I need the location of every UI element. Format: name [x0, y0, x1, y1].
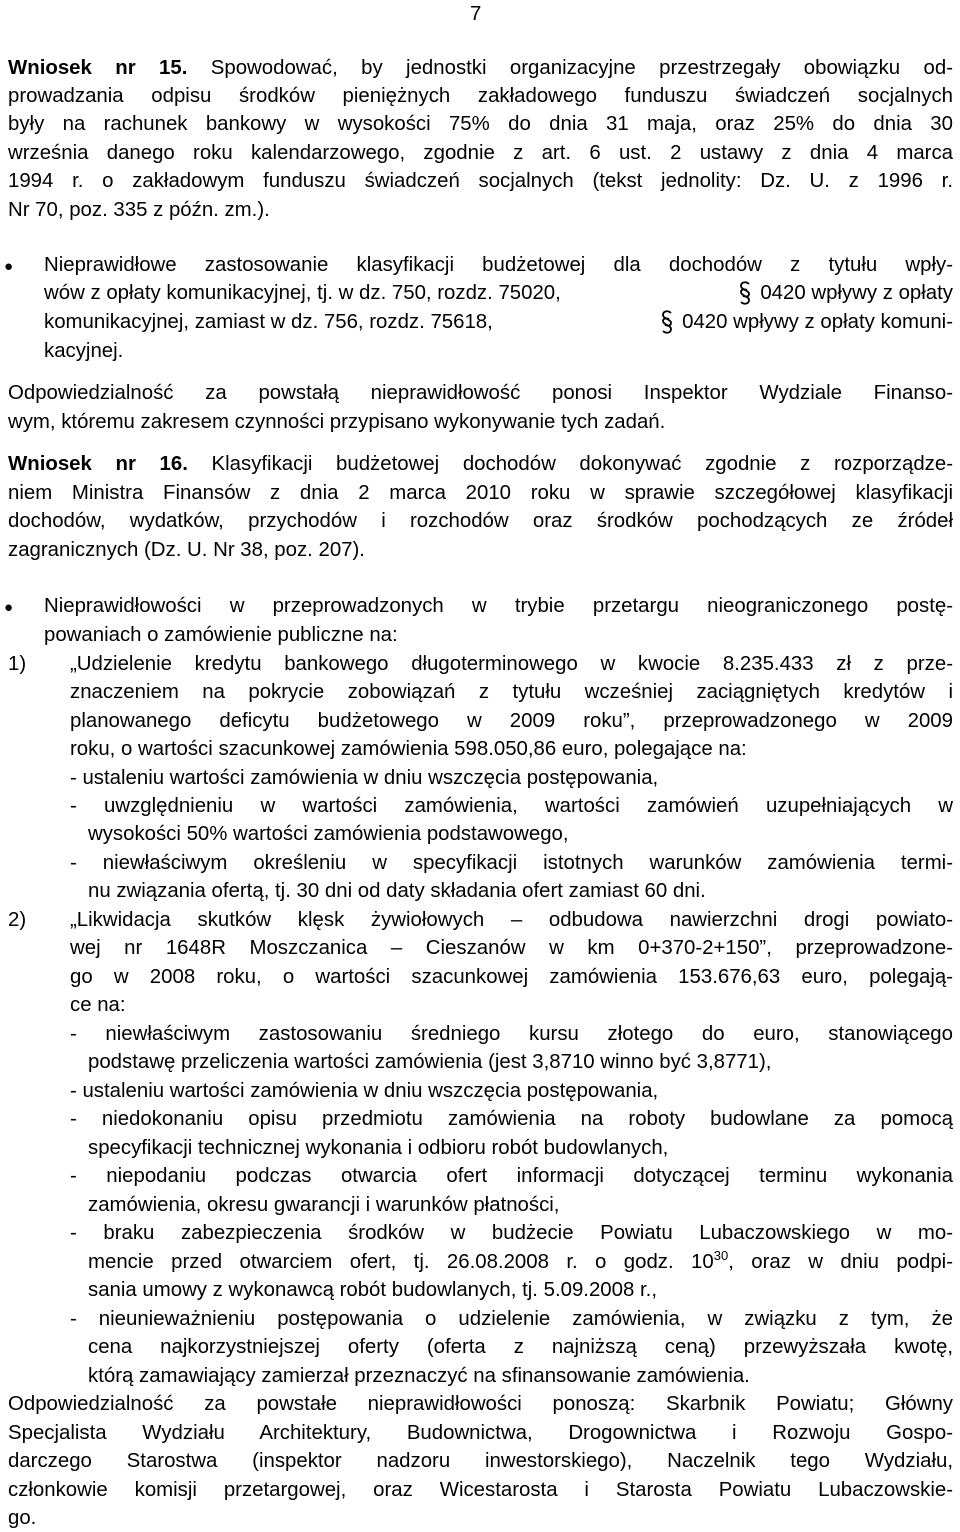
text-line: darczego Starostwa (inspektor nadzoru inwestorskiego), Naczelnik tego Wydziału,: [8, 1450, 953, 1472]
text-line: Odpowiedzialność za powstałą nieprawidłowość ponosi Inspektor Wydziale Finanso-: [8, 382, 953, 404]
text-line: zagranicznych (Dz. U. Nr 38, poz. 207).: [8, 539, 365, 561]
text-line: specyfikacji technicznej wykonania i odbioru robót budowlanych,: [88, 1137, 669, 1159]
text: Klasyfikacji budżetowej dochodów dokonywać zgodnie z rozporządze-: [211, 453, 953, 475]
section-sign-icon: [738, 281, 752, 305]
text-line: „Udzielenie kredytu bankowego długoterminowego w kwocie 8.235.433 zł z prze-: [70, 653, 953, 675]
text-line: wysokości 50% wartości zamówienia podstawowego,: [88, 823, 569, 845]
text-line: Nieprawidłowe zastosowanie klasyfikacji budżetowej dla dochodów z tytułu wpły-: [44, 254, 953, 276]
text-line: - niepodaniu podczas otwarcia ofert informacji dotyczącej terminu wykonania: [70, 1165, 953, 1187]
text-line: dochodów, wydatków, przychodów i rozchodów oraz środków pochodzących ze źródeł: [8, 510, 953, 532]
text-line: Nieprawidłowości w przeprowadzonych w trybie przetargu nieograniczonego postę-: [44, 595, 953, 617]
text-line: - ustaleniu wartości zamówienia w dniu wszczęcia postępowania,: [70, 767, 659, 789]
text-line: [88, 1250, 953, 1275]
bullet-icon: ●: [4, 258, 14, 275]
text-line: sania umowy z wykonawcą robót budowlanych, tj. 5.09.2008 r.,: [88, 1279, 657, 1301]
text-line: cena najkorzystniejszej oferty (oferta z najniższą ceną) przewyższała kwotę,: [88, 1336, 953, 1358]
text-line: kacyjnej.: [44, 340, 124, 362]
text-line: września danego roku kalendarzowego, zgodnie z art. 6 ust. 2 ustawy z dnia 4 marca: [8, 142, 953, 164]
text-line: roku, o wartości szacunkowej zamówienia 598.050,86 euro, polegające na:: [70, 738, 747, 760]
list-number: 2): [8, 909, 27, 931]
section-sign-icon: [660, 310, 674, 334]
text-line: ce na:: [70, 994, 126, 1016]
text: mencie przed otwarciem ofert, tj. 26.08.2008 r. o godz. 10: [88, 1251, 714, 1273]
list-number: 1): [8, 653, 27, 675]
text-line: 1994 r. o zakładowym funduszu świadczeń socjalnych (tekst jednolity: Dz. U. z 1996 r.: [8, 170, 953, 192]
text-line: podstawę przeliczenia wartości zamówienia (jest 3,8710 winno być 3,8771),: [88, 1051, 772, 1073]
text-line: prowadzania odpisu środków pieniężnych zakładowego funduszu świadczeń socjalnych: [8, 85, 953, 107]
text-line: planowanego deficytu budżetowego w 2009 roku”, przeprowadzonego w 2009: [70, 710, 953, 732]
text-line: wej nr 1648R Moszczanica – Cieszanów w km 0+370-2+150”, przeprowadzone-: [70, 937, 953, 959]
text-line: Nr 70, poz. 335 z późn. zm.).: [8, 199, 270, 221]
text-line: wym, któremu zakresem czynności przypisano wykonywanie tych zadań.: [8, 411, 666, 433]
text: wów z opłaty komunikacyjnej, tj. w dz. 750, rozdz. 75020,: [44, 282, 561, 304]
text-line: - nieunieważnieniu postępowania o udzielenie zamówienia, w związku z tym, że: [70, 1308, 953, 1330]
text-line: - niedokonaniu opisu przedmiotu zamówienia na roboty budowlane za pomocą: [70, 1108, 953, 1130]
text-line: [8, 56, 953, 81]
recommendation-label: Wniosek nr 16.: [8, 453, 188, 475]
text-line: - niewłaściwym określeniu w specyfikacji istotnych warunków zamówienia termi-: [70, 852, 953, 874]
page-number: 7: [470, 3, 482, 25]
text: Spowodować, by jednostki organizacyjne przestrzegały obowiązku od-: [210, 57, 953, 79]
text-line: znaczeniem na pokrycie zobowiązań z tytułu wcześniej zaciągniętych kredytów i: [70, 681, 953, 703]
text-line: Odpowiedzialność za powstałe nieprawidłowości ponoszą: Skarbnik Powiatu; Główny: [8, 1393, 953, 1415]
text-line: - ustaleniu wartości zamówienia w dniu wszczęcia postępowania,: [70, 1080, 659, 1102]
text-line: nu związania ofertą, tj. 30 dni od daty składania ofert zamiast 60 dni.: [88, 880, 706, 902]
text-line: [8, 452, 953, 477]
text-line: zamówienia, okresu gwarancji i warunków płatności,: [88, 1194, 560, 1216]
text-line: [44, 281, 953, 306]
superscript: 30: [713, 1248, 729, 1264]
text-line: „Likwidacja skutków klęsk żywiołowych – odbudowa nawierzchni drogi powiato-: [70, 909, 953, 931]
text-line: powaniach o zamówienie publiczne na:: [44, 624, 398, 646]
text-line: go.: [8, 1507, 37, 1529]
text-line: Specjalista Wydziału Architektury, Budownictwa, Drogownictwa i Rozwoju Gospo-: [8, 1422, 953, 1444]
text: 0420 wpływy z opłaty komuni-: [682, 311, 953, 333]
bullet-icon: ●: [4, 599, 14, 616]
text-line: go w 2008 roku, o wartości szacunkowej zamówienia 153.676,63 euro, polegają-: [70, 966, 953, 988]
text-line: - uwzględnieniu w wartości zamówienia, wartości zamówień uzupełniających w: [70, 795, 953, 817]
text-line: [44, 310, 953, 335]
text: komunikacyjnej, zamiast w dz. 756, rozdz. 75618,: [44, 311, 493, 333]
text-line: którą zamawiający zamierzał przeznaczyć na sfinansowanie zamówienia.: [88, 1365, 750, 1387]
recommendation-label: Wniosek nr 15.: [8, 57, 188, 79]
text-line: niem Ministra Finansów z dnia 2 marca 2010 roku w sprawie szczegółowej klasyfikacji: [8, 482, 953, 504]
text: , oraz w dniu podpi-: [728, 1251, 954, 1273]
text-line: - niewłaściwym zastosowaniu średniego kursu złotego do euro, stanowiącego: [70, 1023, 953, 1045]
text-line: - braku zabezpieczenia środków w budżecie Powiatu Lubaczowskiego w mo-: [70, 1222, 953, 1244]
text-line: były na rachunek bankowy w wysokości 75% do dnia 31 maja, oraz 25% do dnia 30: [8, 113, 953, 135]
text-line: członkowie komisji przetargowej, oraz Wicestarosta i Starosta Powiatu Lubaczowskie-: [8, 1479, 953, 1501]
text: 0420 wpływy z opłaty: [760, 282, 953, 304]
